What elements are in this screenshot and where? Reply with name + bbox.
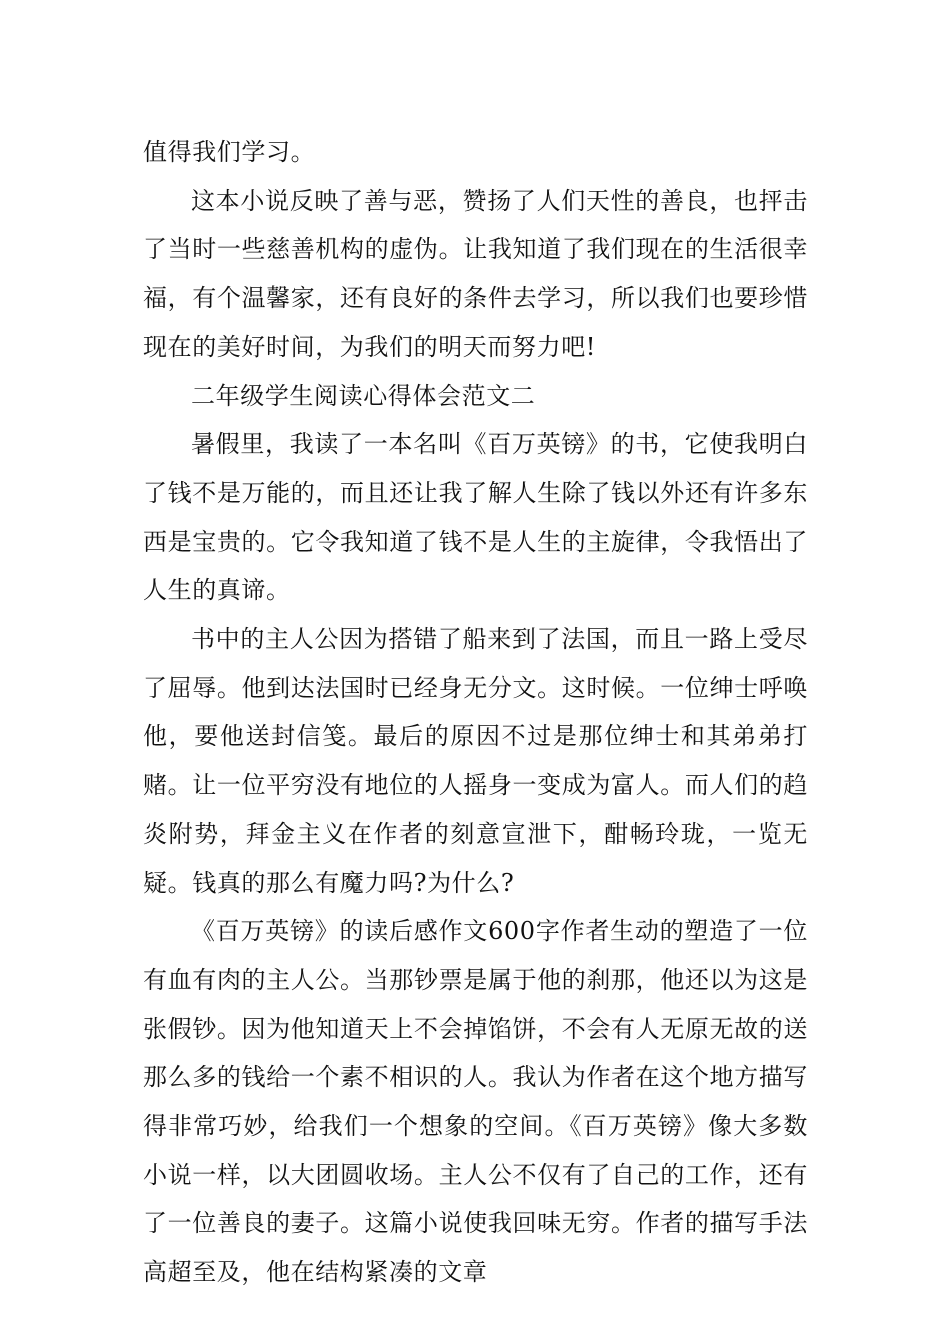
- section-heading: 二年级学生阅读心得体会范文二: [191, 381, 536, 410]
- document-body: [143, 128, 808, 1297]
- paragraph-review-summary: 这本小说反映了善与恶，赞扬了人们天性的善良，也抨击了当时一些慈善机构的虚伪。让我知道了我们现在的生活很幸福，有个温馨家，还有良好的条件去学习，所以我们也要珍惜现在的美好时间，为我们的明天而努力吧!: [143, 186, 808, 361]
- paragraph-continuation: 值得我们学习。: [143, 138, 316, 166]
- paragraph-analysis: 《百万英镑》的读后感作文600字作者生动的塑造了一位有血有肉的主人公。当那钞票是属于他的刹那，他还以为这是张假钞。因为他知道天上不会掉馅饼，不会有人无原无故的送那么多的钱给一个素不相识的人。我认为作者在这个地方描写得非常巧妙，给我们一个想象的空间。《百万英镑》像大多数小说一样，以大团圆收场。主人公不仅有了自己的工作，还有了一位善良的妻子。这篇小说使我回味无穷。作者的描写手法高超至及，他在结构紧凑的文章: [143, 917, 808, 1287]
- paragraph-intro: 暑假里，我读了一本名叫《百万英镑》的书，它使我明白了钱不是万能的，而且还让我了解人生除了钱以外还有许多东西是宝贵的。它令我知道了钱不是人生的主旋律，令我悟出了人生的真谛。: [143, 430, 808, 605]
- paragraph-plot: 书中的主人公因为搭错了船来到了法国，而且一路上受尽了屈辱。他到达法国时已经身无分文。这时候。一位绅士呼唤他，要他送封信笺。最后的原因不过是那位绅士和其弟弟打赌。让一位平穷没有地位的人摇身一变成为富人。而人们的趋炎附势，拜金主义在作者的刻意宣泄下，酣畅玲珑，一览无疑。钱真的那么有魔力吗?为什么?: [143, 625, 808, 897]
